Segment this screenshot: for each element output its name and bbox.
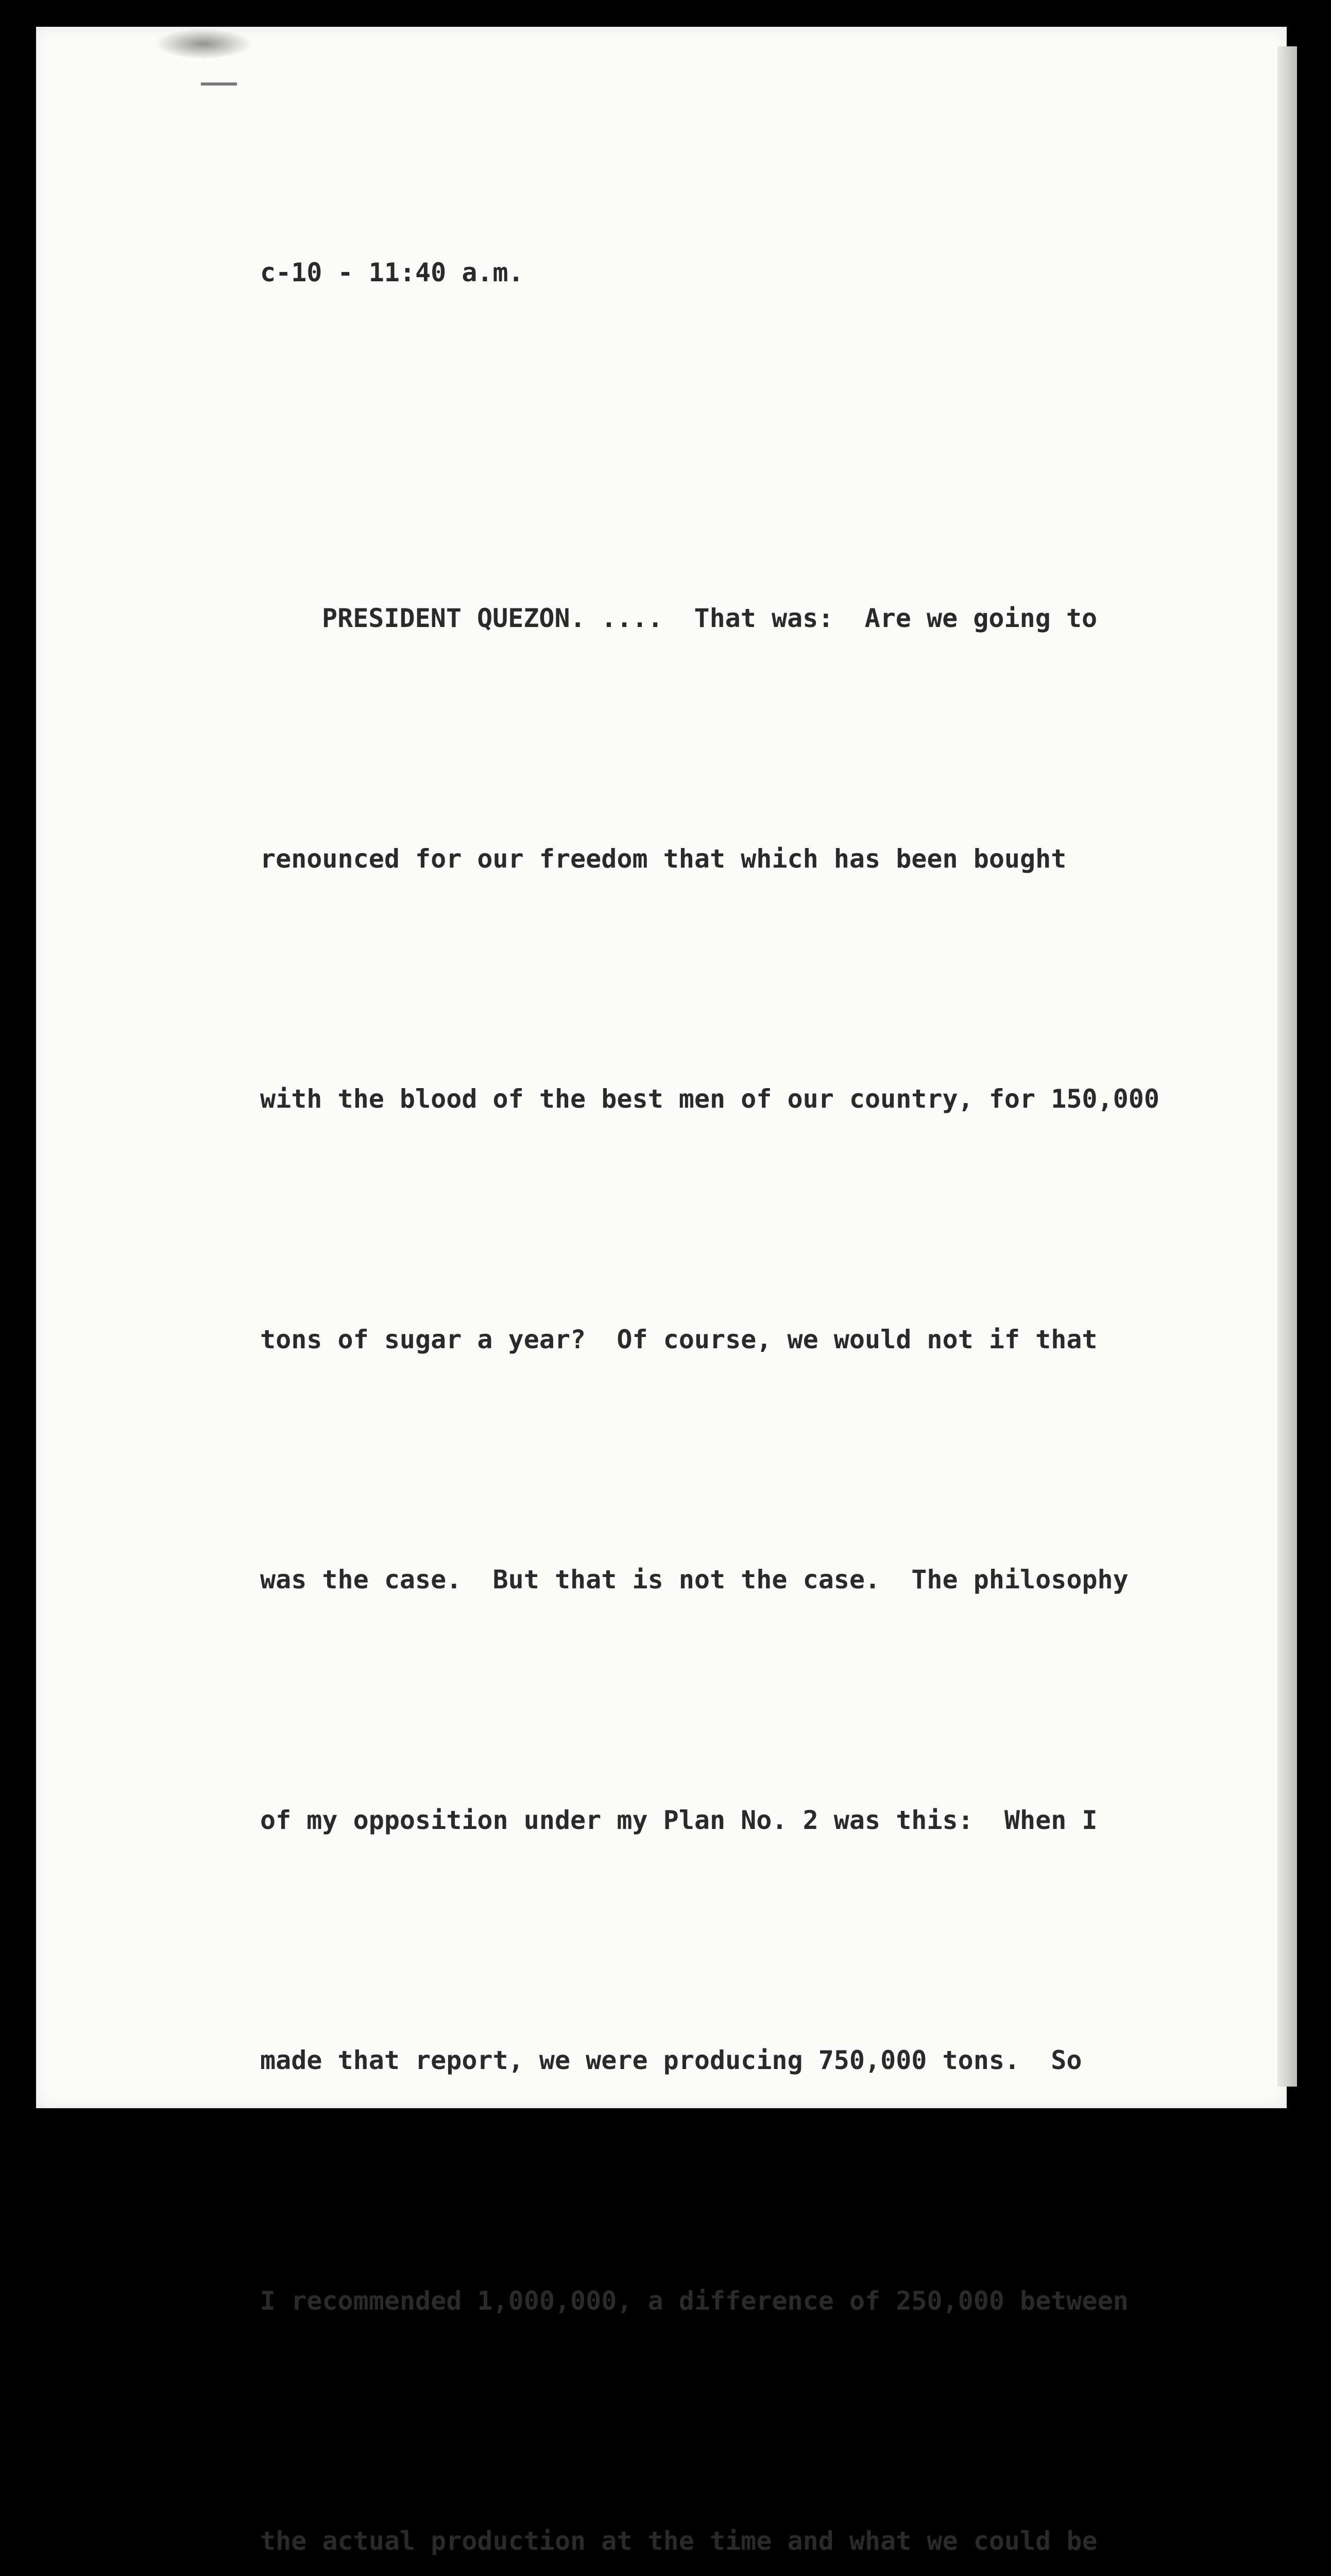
page-edge-shadow — [1277, 46, 1297, 2087]
text-line: tons of sugar a year? Of course, we would not if that — [260, 1324, 1098, 1354]
text-line: I recommended 1,000,000, a difference of 250,000 between — [260, 2285, 1129, 2316]
transcript-body — [260, 418, 1190, 2576]
margin-mark — [201, 82, 237, 86]
corner-smudge — [155, 28, 252, 59]
text-line: of my opposition under my Plan No. 2 was this: When I — [260, 1805, 1098, 1835]
text-line: renounced for our freedom that which has been bought — [260, 843, 1067, 874]
text-line: with the blood of the best men of our country, for 150,000 — [260, 1084, 1159, 1114]
text-line: PRESIDENT QUEZON. .... That was: Are we going to — [322, 603, 1098, 633]
text-line: the actual production at the time and what we could be — [260, 2526, 1098, 2556]
text-line: made that report, we were producing 750,000 tons. So — [260, 2045, 1082, 2075]
page-header: c-10 - 11:40 a.m. — [260, 258, 524, 287]
text-line: was the case. But that is not the case. The philosophy — [260, 1565, 1129, 1595]
